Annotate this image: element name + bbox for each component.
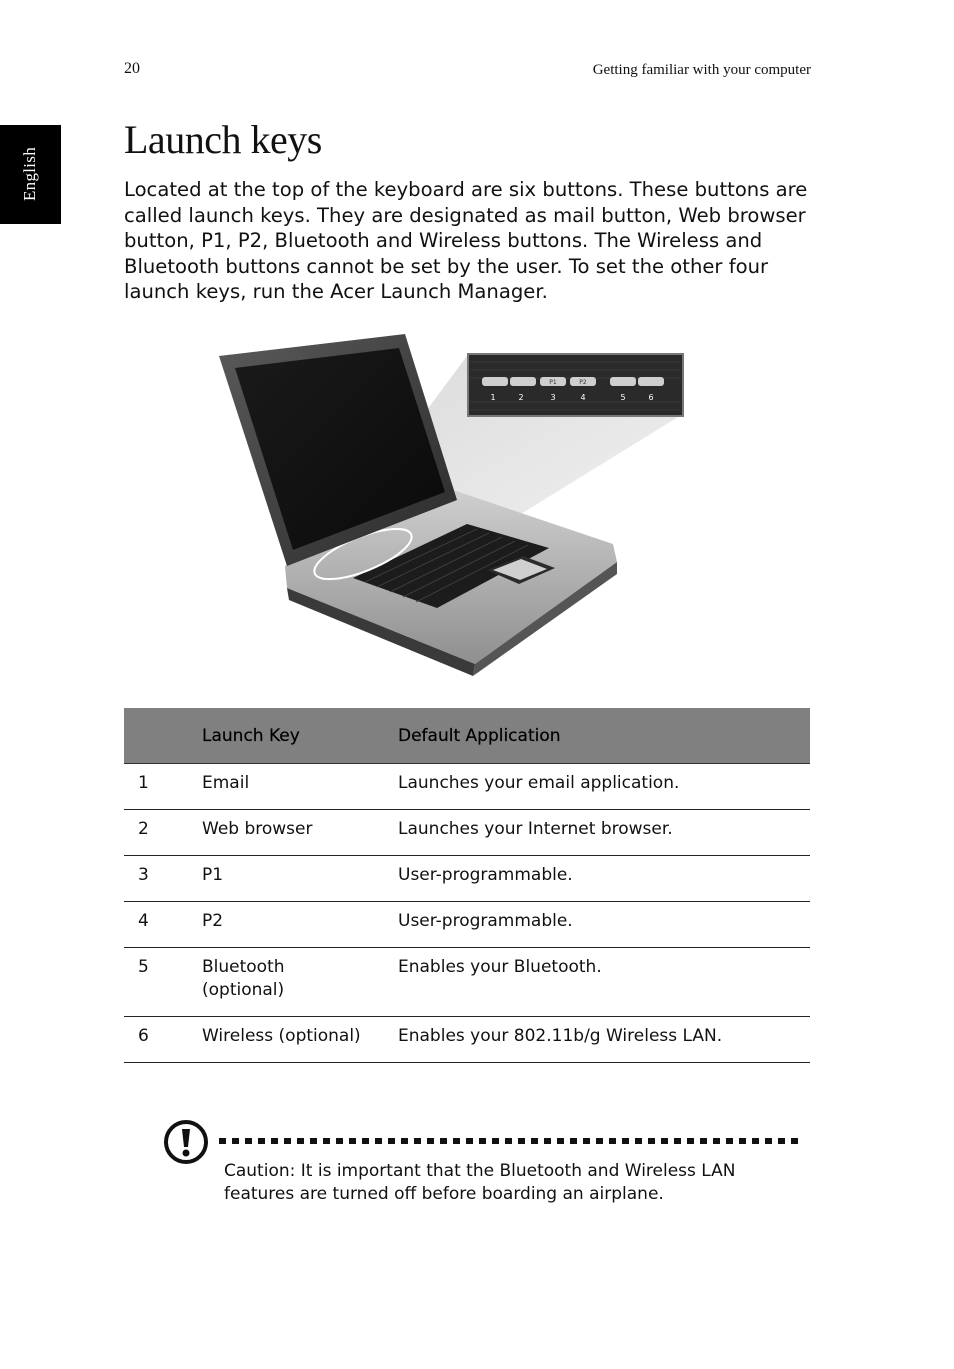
key-number-2: 2 bbox=[518, 393, 524, 402]
launch-keys-table bbox=[124, 708, 810, 1063]
row-number: 1 bbox=[124, 764, 202, 810]
table-header-number bbox=[124, 708, 202, 764]
row-number: 3 bbox=[124, 856, 202, 902]
row-default-application: Enables your 802.11b/g Wireless LAN. bbox=[398, 1017, 810, 1063]
p2-key-label: P2 bbox=[579, 379, 587, 386]
row-number: 2 bbox=[124, 810, 202, 856]
table-header-launch-key: Launch Key bbox=[202, 708, 398, 764]
table-header-default-application: Default Application bbox=[398, 708, 810, 764]
key-number-6: 6 bbox=[648, 393, 654, 402]
caution-label: Caution: bbox=[224, 1161, 296, 1181]
table-row bbox=[124, 856, 810, 902]
intro-paragraph: Located at the top of the keyboard are six buttons. These buttons are called launch keys. They are designated as mail button, Web browser button, P1, P2, Bluetooth and Wireless buttons. The Wireless and Bluetooth buttons cannot be set by the user. To set the other four launch keys, run the Acer Launch Manager. bbox=[124, 178, 808, 303]
row-launch-key: Wireless (optional) bbox=[202, 1017, 398, 1063]
key-number-1: 1 bbox=[490, 393, 496, 402]
caution-icon bbox=[163, 1119, 209, 1165]
caution-text: It is important that the Bluetooth and Wireless LAN features are turned off before boarding an airplane. bbox=[224, 1161, 736, 1204]
running-header: Getting familiar with your computer bbox=[592, 62, 811, 78]
caution-divider bbox=[219, 1138, 804, 1144]
row-default-application: User-programmable. bbox=[398, 856, 810, 902]
key-number-4: 4 bbox=[580, 393, 586, 402]
table-row bbox=[124, 764, 810, 810]
table-row bbox=[124, 810, 810, 856]
row-launch-key: Email bbox=[202, 764, 398, 810]
language-tab bbox=[0, 125, 61, 224]
language-tab-label: English bbox=[20, 146, 39, 202]
row-number: 6 bbox=[124, 1017, 202, 1063]
table-row bbox=[124, 1017, 810, 1063]
table-row bbox=[124, 948, 810, 1017]
row-launch-key: Bluetooth (optional) bbox=[202, 948, 398, 1017]
p1-key-label: P1 bbox=[549, 379, 557, 386]
row-launch-key: P2 bbox=[202, 902, 398, 948]
table-header-row bbox=[124, 708, 810, 764]
row-default-application: Launches your email application. bbox=[398, 764, 810, 810]
table-row bbox=[124, 902, 810, 948]
key-number-5: 5 bbox=[620, 393, 626, 402]
laptop-illustration bbox=[205, 312, 730, 682]
row-number: 5 bbox=[124, 948, 202, 1017]
page-number: 20 bbox=[124, 60, 140, 77]
key-number-3: 3 bbox=[550, 393, 556, 402]
row-number: 4 bbox=[124, 902, 202, 948]
caution-note bbox=[224, 1160, 784, 1206]
row-launch-key: Web browser bbox=[202, 810, 398, 856]
row-launch-key: P1 bbox=[202, 856, 398, 902]
row-default-application: User-programmable. bbox=[398, 902, 810, 948]
page-title: Launch keys bbox=[124, 117, 322, 162]
row-default-application: Launches your Internet browser. bbox=[398, 810, 810, 856]
row-default-application: Enables your Bluetooth. bbox=[398, 948, 810, 1017]
